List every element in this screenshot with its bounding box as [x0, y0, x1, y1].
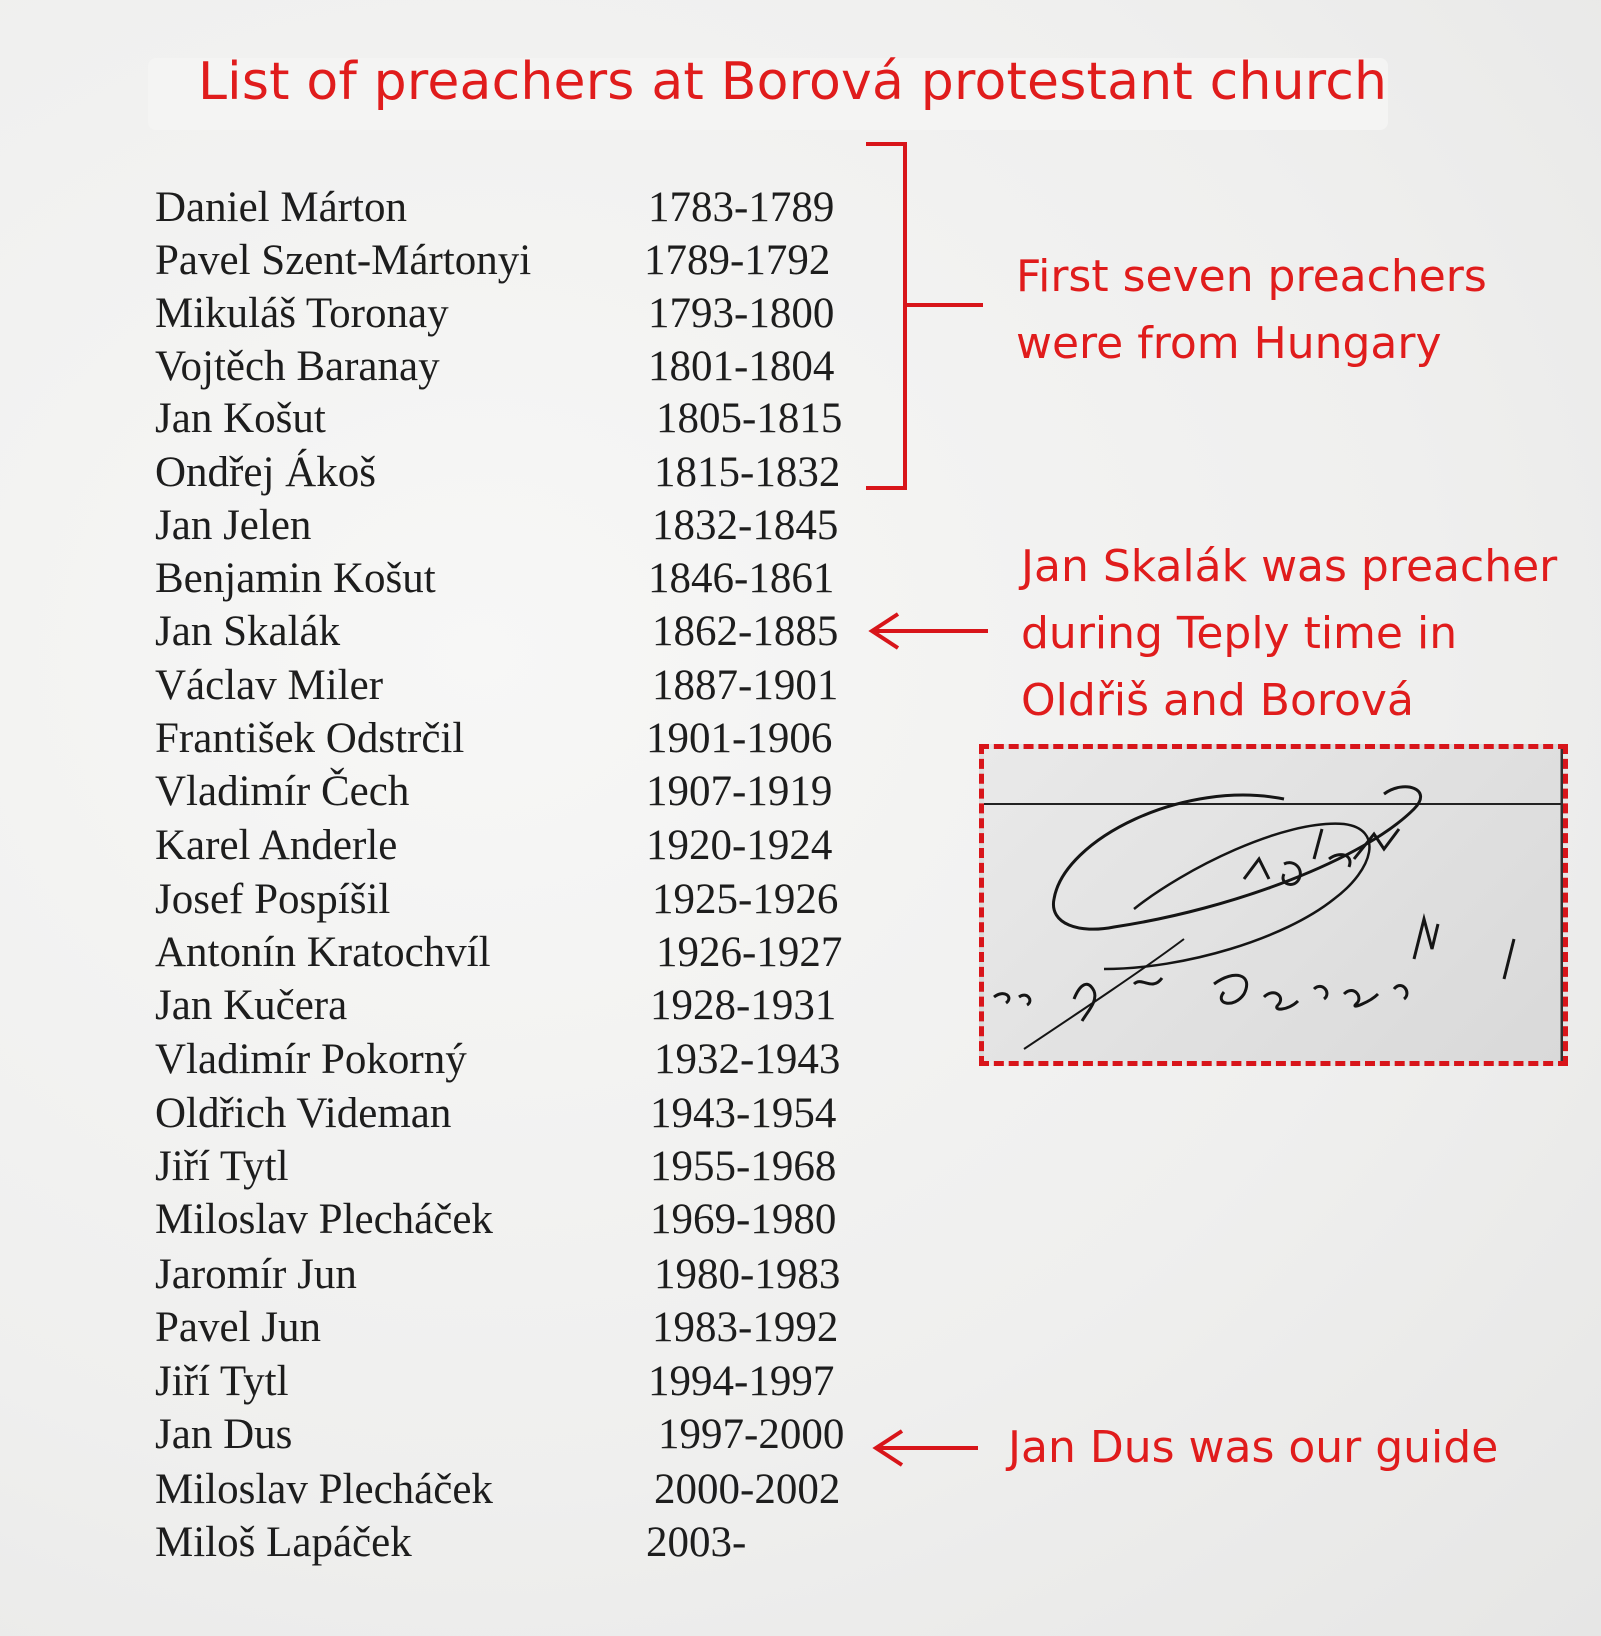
preacher-name: Vladimír Pokorný [155, 1036, 467, 1083]
preacher-name: Jan Jelen [155, 502, 312, 549]
preacher-years: 1980-1983 [654, 1251, 841, 1298]
preacher-years: 1926-1927 [656, 929, 843, 976]
preacher-years: 1815-1832 [654, 449, 841, 496]
annotation-skalak-line-1: Jan Skalák was preacher [1021, 541, 1558, 592]
preacher-years: 1862-1885 [652, 608, 839, 655]
dus-arrow [876, 1431, 978, 1465]
preacher-years: 1801-1804 [648, 343, 835, 390]
preacher-name: Josef Pospíšil [155, 876, 391, 923]
preacher-name: Jiří Tytl [155, 1143, 289, 1190]
preacher-years: 1925-1926 [652, 876, 839, 923]
page-title: List of preachers at Borová protestant church [198, 52, 1388, 112]
preacher-years: 1994-1997 [648, 1358, 835, 1405]
preacher-years: 1846-1861 [648, 555, 835, 602]
preacher-name: Pavel Szent-Mártonyi [155, 237, 532, 284]
preacher-years: 1983-1992 [652, 1304, 839, 1351]
annotation-dus: Jan Dus was our guide [1008, 1422, 1499, 1473]
preacher-years: 1907-1919 [646, 768, 833, 815]
preacher-name: Jan Dus [155, 1411, 293, 1458]
preacher-name: Jan Košut [155, 395, 326, 442]
preacher-name: Vladimír Čech [155, 768, 410, 815]
preacher-name: Václav Miler [155, 662, 384, 709]
preacher-name: Antonín Kratochvíl [155, 929, 491, 976]
preacher-name: Vojtěch Baranay [155, 343, 440, 390]
preacher-name: Mikuláš Toronay [155, 290, 449, 337]
annotation-skalak-line-2: during Teply time in [1021, 608, 1458, 659]
preacher-name: Karel Anderle [155, 822, 398, 869]
signature-drawing [984, 749, 1568, 1066]
preacher-name: Jaromír Jun [155, 1251, 357, 1298]
annotation-hungary-line-2: were from Hungary [1016, 318, 1442, 369]
preacher-years: 1901-1906 [646, 715, 833, 762]
preacher-years: 2000-2002 [654, 1466, 841, 1513]
preacher-years: 1920-1924 [646, 822, 833, 869]
preacher-name: Jan Kučera [155, 982, 348, 1029]
preacher-years: 1928-1931 [650, 982, 837, 1029]
skalak-arrow [872, 614, 988, 648]
preacher-years: 1955-1968 [650, 1143, 837, 1190]
preacher-years: 1932-1943 [654, 1036, 841, 1083]
preacher-name: Oldřich Videman [155, 1090, 452, 1137]
hungary-bracket [866, 144, 983, 488]
preacher-name: Miloslav Plecháček [155, 1466, 493, 1513]
preacher-name: Pavel Jun [155, 1304, 322, 1351]
preacher-years: 1805-1815 [656, 395, 843, 442]
preacher-name: Miloš Lapáček [155, 1519, 412, 1566]
annotation-hungary-line-1: First seven preachers [1016, 251, 1487, 302]
preacher-name: Miloslav Plecháček [155, 1196, 493, 1243]
annotation-skalak-line-3: Oldřiš and Borová [1021, 675, 1414, 726]
preacher-years: 1887-1901 [652, 662, 839, 709]
preacher-name: Benjamin Košut [155, 555, 436, 602]
preacher-years: 1832-1845 [652, 502, 839, 549]
preacher-years: 1969-1980 [650, 1196, 837, 1243]
preacher-years: 1789-1792 [644, 237, 831, 284]
preacher-name: Jan Skalák [155, 608, 341, 655]
preacher-years: 1783-1789 [648, 184, 835, 231]
signature-image [979, 744, 1568, 1066]
preacher-years: 2003- [646, 1519, 747, 1566]
preacher-years: 1793-1800 [648, 290, 835, 337]
preacher-years: 1943-1954 [650, 1090, 837, 1137]
preacher-name: Ondřej Ákoš [155, 449, 376, 496]
preacher-years: 1997-2000 [658, 1411, 845, 1458]
preacher-name: František Odstrčil [155, 715, 465, 762]
preacher-name: Jiří Tytl [155, 1358, 289, 1405]
preacher-name: Daniel Márton [155, 184, 407, 231]
